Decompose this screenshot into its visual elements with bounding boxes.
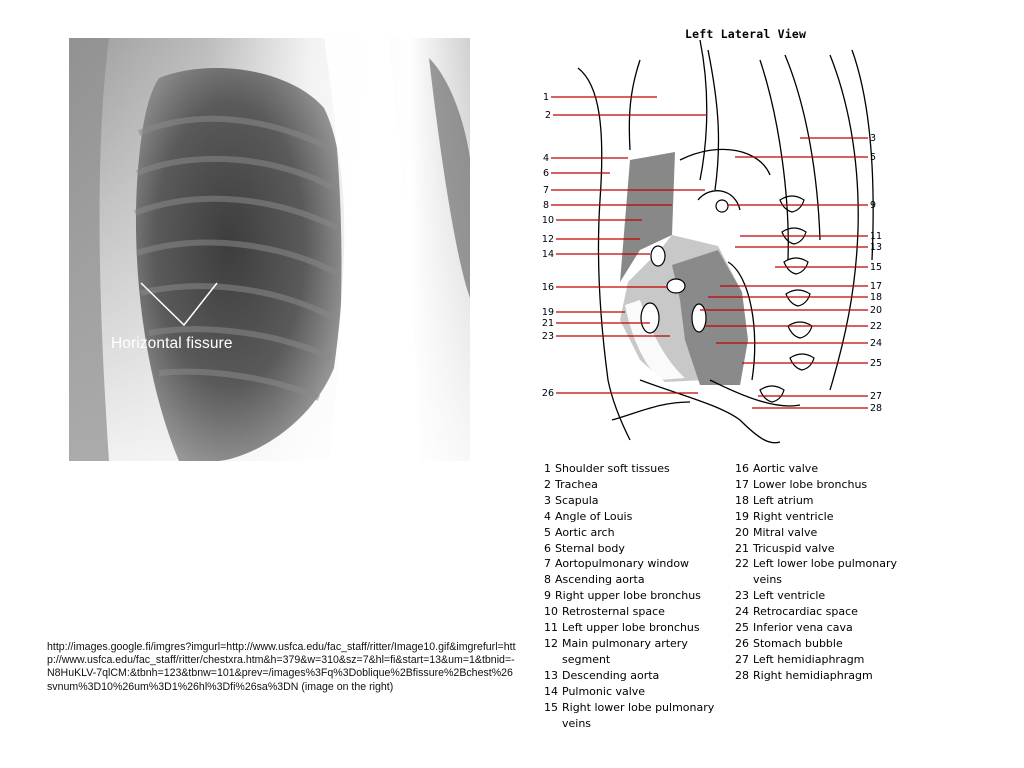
legend-text: Left atrium <box>753 493 814 507</box>
legend-item <box>544 668 734 684</box>
legend-text: Right hemidiaphragm <box>753 668 873 682</box>
diagram-label: 16 <box>541 282 554 293</box>
legend-number: 8 <box>544 573 551 587</box>
diagram-label: 12 <box>541 234 554 245</box>
diagram-label: 1 <box>542 92 549 103</box>
legend-item <box>735 461 925 477</box>
legend-text: Aortopulmonary window <box>555 557 690 571</box>
legend-item <box>735 604 925 620</box>
legend-text: Mitral valve <box>753 525 818 539</box>
legend-text: Aortic valve <box>753 462 819 475</box>
legend-text: Tricuspid valve <box>753 541 835 555</box>
diagram-label: 20 <box>870 305 883 316</box>
legend-number: 4 <box>544 509 551 523</box>
source-url-text: http://images.google.fi/imgres?imgurl=http://www.usfca.edu/fac_staff/ritter/Image10.gif&imgrefurl=http://www.usfca.edu/fac_staff/ritter/chestxra.htm&h=379&w=310&sz=7&hl=fi&start=13&um=1&tbnid=-N8HuKLV-7qlCM:&tbnh=123&tbnw=101&prev=/images%3Fq%3Doblique%2Bfissure%2Bchest%26svnum%3D10%26um%3D1%26hl%3Dfi%26sa%3DN (image on the right) <box>47 641 516 693</box>
legend-number: 26 <box>735 636 749 650</box>
legend-item <box>544 636 734 668</box>
legend-text: Sternal body <box>555 541 625 555</box>
legend-text: Right lower lobe pulmonary veins <box>562 700 715 730</box>
legend-column-1 <box>544 461 734 731</box>
tricuspid-valve-shape <box>641 303 659 333</box>
legend-item <box>544 477 734 493</box>
diagram-label: 26 <box>541 388 554 399</box>
legend-number: 13 <box>544 668 558 682</box>
legend-number: 18 <box>735 493 749 507</box>
diagram-label: 24 <box>870 338 883 349</box>
bronchus-ring <box>716 200 728 212</box>
pulmonic-valve-shape <box>651 246 665 266</box>
legend-text: Left ventricle <box>753 589 826 603</box>
diagram-label: 28 <box>870 403 883 414</box>
legend-item <box>735 525 925 541</box>
legend-text: Inferior vena cava <box>753 621 853 635</box>
legend-number: 3 <box>544 493 551 507</box>
legend-item <box>544 556 734 572</box>
legend-text: Left upper lobe bronchus <box>562 621 700 635</box>
diagram-label: 14 <box>541 249 554 260</box>
legend-number: 16 <box>735 462 749 475</box>
legend-text: Stomach bubble <box>753 636 843 650</box>
legend-item <box>544 700 734 732</box>
legend-number: 1 <box>544 462 551 475</box>
legend-text: Ascending aorta <box>555 573 645 587</box>
legend-text: Lower lobe bronchus <box>753 477 868 491</box>
legend-text: Trachea <box>555 477 598 491</box>
xray-graphic <box>69 38 470 461</box>
legend-item <box>544 493 734 509</box>
legend-number: 24 <box>735 605 749 619</box>
legend-number: 7 <box>544 557 551 571</box>
diagram-label: 13 <box>870 242 883 253</box>
legend-item <box>544 684 734 700</box>
chest-xray-image <box>69 38 470 461</box>
legend-item <box>735 588 925 604</box>
legend-item <box>735 652 925 668</box>
legend-item <box>735 620 925 636</box>
legend-number: 15 <box>544 700 558 714</box>
legend-text: Retrocardiac space <box>753 605 858 619</box>
legend-number: 27 <box>735 652 749 666</box>
legend-number: 10 <box>544 605 558 619</box>
diagram-label: 9 <box>870 200 877 211</box>
legend-item <box>735 668 925 684</box>
legend-item <box>735 509 925 525</box>
legend-number: 5 <box>544 525 551 539</box>
legend-number: 25 <box>735 621 749 635</box>
legend-text: Descending aorta <box>562 668 660 682</box>
diagram-title: Left Lateral View <box>685 27 807 41</box>
legend-text: Retrosternal space <box>562 605 665 619</box>
legend-text: Pulmonic valve <box>562 684 646 698</box>
legend-number: 11 <box>544 621 558 635</box>
legend-item <box>544 525 734 541</box>
legend-text: Right ventricle <box>753 509 834 523</box>
diagram-label: 21 <box>541 318 554 329</box>
diagram-label: 19 <box>541 307 554 318</box>
legend-number: 28 <box>735 668 749 682</box>
diagram-label: 11 <box>870 231 883 242</box>
xray-caption: Horizontal fissure <box>111 335 233 352</box>
legend-text: Right upper lobe bronchus <box>555 589 701 603</box>
legend-number: 12 <box>544 636 558 650</box>
legend-item <box>735 556 925 588</box>
legend-number: 17 <box>735 477 749 491</box>
legend-item <box>544 620 734 636</box>
diagram-label: 4 <box>542 153 549 164</box>
diagram-label: 8 <box>542 200 549 211</box>
legend-number: 2 <box>544 477 551 491</box>
aortic-valve-shape <box>667 279 685 293</box>
diagram-label: 17 <box>870 281 883 292</box>
legend-column-2 <box>735 461 925 684</box>
legend-text: Scapula <box>555 493 599 507</box>
legend-item <box>544 588 734 604</box>
legend-number: 22 <box>735 557 749 571</box>
legend-item <box>735 477 925 493</box>
diagram-label: 6 <box>542 168 549 179</box>
legend-number: 20 <box>735 525 749 539</box>
diagram-label: 23 <box>541 331 554 342</box>
diagram-label: 15 <box>870 262 883 273</box>
diagram-label: 18 <box>870 292 883 303</box>
legend-number: 14 <box>544 684 558 698</box>
legend-item <box>735 636 925 652</box>
lateral-view-diagram <box>530 22 910 462</box>
legend-item <box>544 461 734 477</box>
diagram-label: 22 <box>870 321 883 332</box>
diagram-label: 7 <box>542 185 549 196</box>
legend-number: 23 <box>735 589 749 603</box>
legend-text: Aortic arch <box>555 525 615 539</box>
mitral-valve-shape <box>692 304 706 332</box>
legend-number: 21 <box>735 541 749 555</box>
legend-text: Left hemidiaphragm <box>753 652 865 666</box>
legend-text: Left lower lobe pulmonary veins <box>753 557 897 587</box>
diagram-label: 10 <box>541 215 554 226</box>
legend-item <box>544 509 734 525</box>
legend-text: Shoulder soft tissues <box>555 462 670 475</box>
legend-number: 6 <box>544 541 551 555</box>
legend-item <box>735 541 925 557</box>
legend-number: 9 <box>544 589 551 603</box>
diagram-label: 3 <box>870 133 877 144</box>
legend-number: 19 <box>735 509 749 523</box>
legend-text: Main pulmonary artery segment <box>562 636 688 666</box>
legend-item <box>544 572 734 588</box>
diagram-label: 27 <box>870 391 883 402</box>
diagram-label: 5 <box>870 152 877 163</box>
legend-item <box>544 604 734 620</box>
diagram-label: 25 <box>870 358 883 369</box>
legend-item <box>544 541 734 557</box>
legend-text: Angle of Louis <box>555 509 633 523</box>
legend-item <box>735 493 925 509</box>
diagram-label: 2 <box>544 110 551 121</box>
